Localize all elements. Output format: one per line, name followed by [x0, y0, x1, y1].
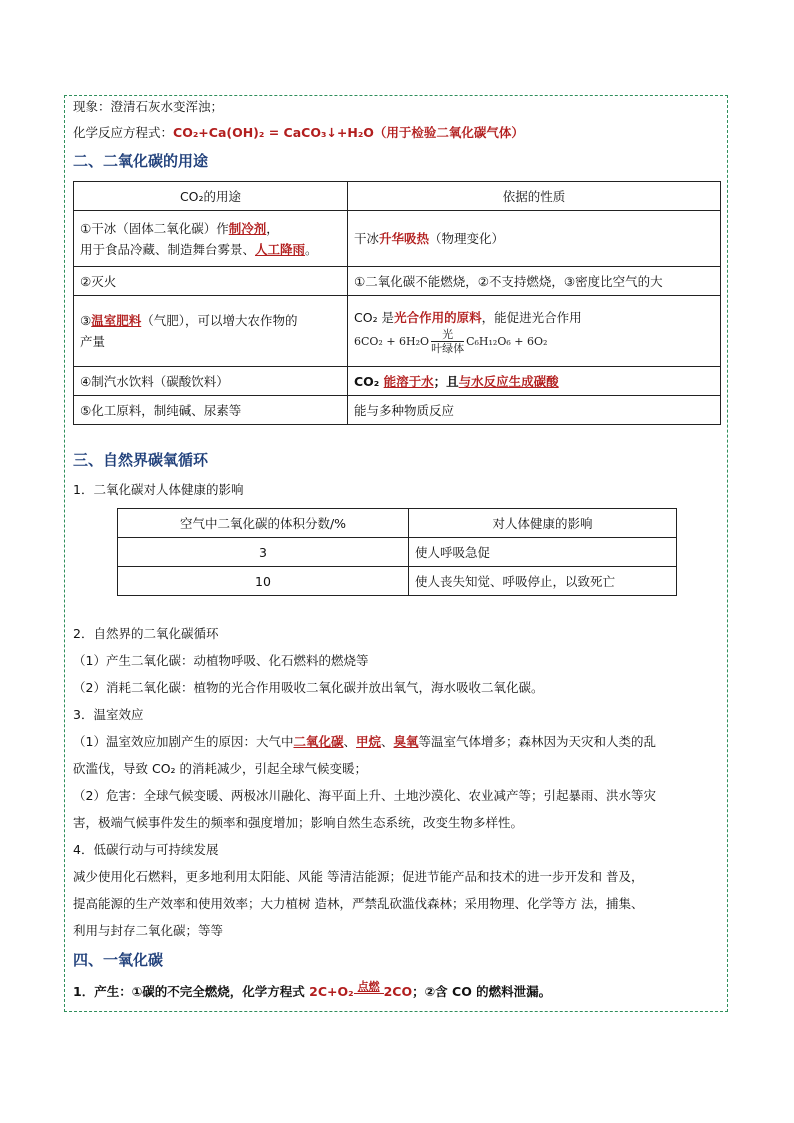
- use-text: 。: [305, 241, 318, 257]
- use-cell: ⑤化工原料，制纯碱、尿素等: [74, 396, 348, 425]
- header-volume-fraction: 空气中二氧化碳的体积分数/%: [118, 509, 409, 538]
- highlight-greenhouse-fertilizer: 温室肥料: [91, 313, 142, 328]
- paragraph-harm-cont: 害，极端气候事件发生的频率和强度增加；影响自然生态系统，改变生物多样性。: [73, 815, 524, 830]
- section-title-co: 四、一氧化碳: [73, 951, 164, 969]
- cause-text: 等温室气体增多；森林因为天灾和人类的乱: [418, 734, 657, 749]
- highlight-ozone: 臭氧: [393, 734, 419, 749]
- use-text: 用于食品冷藏、制造舞台雾景、: [80, 241, 256, 257]
- health-effect: 使人丧失知觉、呼吸停止，以致死亡: [409, 567, 677, 596]
- table-row: [118, 567, 677, 596]
- paragraph-low-carbon-2: 提高能源的生产效率和使用效率；大力植树 造林，严禁乱砍滥伐森林；采用物理、化学等方 法，捕集、: [73, 896, 644, 911]
- property-text: CO₂: [354, 373, 384, 389]
- equation-product: 2CO: [383, 984, 413, 999]
- ignite-label: 点燃: [357, 980, 380, 993]
- photosynthesis-formula: [354, 328, 548, 355]
- formula-products: C₆H₁₂O₆ + 6O₂: [466, 334, 548, 348]
- equation-arrow: [354, 993, 384, 1000]
- paragraph-greenhouse-cause: [73, 732, 656, 750]
- production-text: ；②含 CO 的燃料泄漏。: [412, 984, 552, 999]
- highlight-methane: 甲烷: [356, 734, 382, 749]
- property-cell: [348, 367, 721, 396]
- subheading-greenhouse: 3．温室效应: [73, 707, 144, 722]
- subheading-low-carbon: 4．低碳行动与可持续发展: [73, 842, 219, 857]
- property-text: CO₂ 是: [354, 310, 395, 325]
- subheading-cycle: 2．自然界的二氧化碳循环: [73, 626, 219, 641]
- table-header-row: [118, 509, 677, 538]
- table-row: [74, 396, 721, 425]
- production-text: 1．产生：①碳的不完全燃烧，化学方程式: [73, 984, 310, 999]
- health-effect-table: [117, 508, 677, 596]
- paragraph-co-production: [73, 981, 551, 1000]
- section-title-carbon-cycle: 三、自然界碳氧循环: [73, 451, 209, 469]
- table-row: [74, 267, 721, 296]
- paragraph-low-carbon-1: 减少使用化石燃料，更多地利用太阳能、风能 等清洁能源；促进节能产品和技术的进一步开发和 普及，: [73, 869, 644, 884]
- use-cell: ②灭火: [74, 267, 348, 296]
- property-cell: ①二氧化碳不能燃烧，②不支持燃烧，③密度比空气的大: [348, 267, 721, 296]
- property-text: ，能促进光合作用: [481, 310, 582, 325]
- use-cell: [74, 296, 348, 367]
- highlight-dissolves: 能溶于水: [383, 373, 434, 389]
- equation-reactants: 2C+O₂: [309, 984, 354, 999]
- use-text: （气肥），可以增大农作物的: [141, 313, 298, 328]
- paragraph-low-carbon-3: 利用与封存二氧化碳；等等: [73, 923, 224, 938]
- highlight-sublimation: 升华吸热: [379, 231, 430, 246]
- volume-value: 3: [118, 538, 409, 567]
- separator: 、: [343, 734, 356, 749]
- section-title-uses: 二、二氧化碳的用途: [73, 152, 209, 170]
- health-effect: 使人呼吸急促: [409, 538, 677, 567]
- co2-uses-table: [73, 181, 721, 425]
- paragraph-harm: （2）危害：全球气候变暖、两极冰川融化、海平面上升、土地沙漠化、农业减产等；引起暴雨、洪水等灾: [73, 788, 656, 803]
- highlight-photosynthesis-raw: 光合作用的原料: [394, 310, 482, 325]
- paragraph-consume: （2）消耗二氧化碳：植物的光合作用吸收二氧化碳并放出氧气，海水吸收二氧化碳。: [73, 680, 544, 695]
- volume-value: 10: [118, 567, 409, 596]
- highlight-co2: 二氧化碳: [293, 734, 344, 749]
- property-text: 干冰: [354, 231, 380, 246]
- formula-condition: [431, 328, 464, 355]
- table-row: [74, 211, 721, 267]
- use-text: ，: [266, 220, 279, 236]
- co2-test-equation: CO₂+Ca(OH)₂ = CaCO₃↓+H₂O（用于检验二氧化碳气体）: [173, 125, 524, 140]
- phenomenon-text: 现象：澄清石灰水变浑浊；: [73, 99, 224, 114]
- condition-ignite: [354, 981, 384, 1000]
- table-row: [118, 538, 677, 567]
- paragraph-greenhouse-cause-cont: 砍滥伐，导致 CO₂ 的消耗减少，引起全球气候变暖；: [73, 761, 368, 776]
- condition-chlorophyll: 叶绿体: [431, 342, 465, 355]
- property-cell: [348, 211, 721, 267]
- equation-line: [73, 123, 524, 141]
- paragraph-produce: （1）产生二氧化碳：动植物呼吸、化石燃料的燃烧等: [73, 653, 369, 668]
- use-cell: [74, 211, 348, 267]
- header-health-effect: 对人体健康的影响: [409, 509, 677, 538]
- use-cell: ④制汽水饮料（碳酸饮料）: [74, 367, 348, 396]
- property-text: （物理变化）: [429, 231, 505, 246]
- use-text: ①干冰（固体二氧化碳）作: [80, 220, 229, 236]
- table-row: [74, 367, 721, 396]
- property-cell: 能与多种物质反应: [348, 396, 721, 425]
- highlight-artificial-rain: 人工降雨: [255, 241, 306, 257]
- table-header-row: [74, 182, 721, 211]
- highlight-carbonic-acid: 与水反应生成碳酸: [458, 373, 559, 389]
- use-text: 产量: [80, 334, 106, 349]
- header-use: CO₂的用途: [74, 182, 348, 211]
- property-cell: [348, 296, 721, 367]
- equation-label: 化学反应方程式：: [73, 125, 174, 140]
- condition-light: 光: [431, 328, 464, 342]
- highlight-refrigerant: 制冷剂: [228, 220, 267, 236]
- header-property: 依据的性质: [348, 182, 721, 211]
- formula-reactants: 6CO₂ + 6H₂O: [354, 334, 430, 348]
- table-row: [74, 296, 721, 367]
- use-text: ③: [80, 313, 92, 328]
- subheading-health: 1．二氧化碳对人体健康的影响: [73, 482, 244, 497]
- cause-text: （1）温室效应加剧产生的原因：大气中: [73, 734, 294, 749]
- separator: 、: [381, 734, 394, 749]
- property-text: ；且: [433, 373, 459, 389]
